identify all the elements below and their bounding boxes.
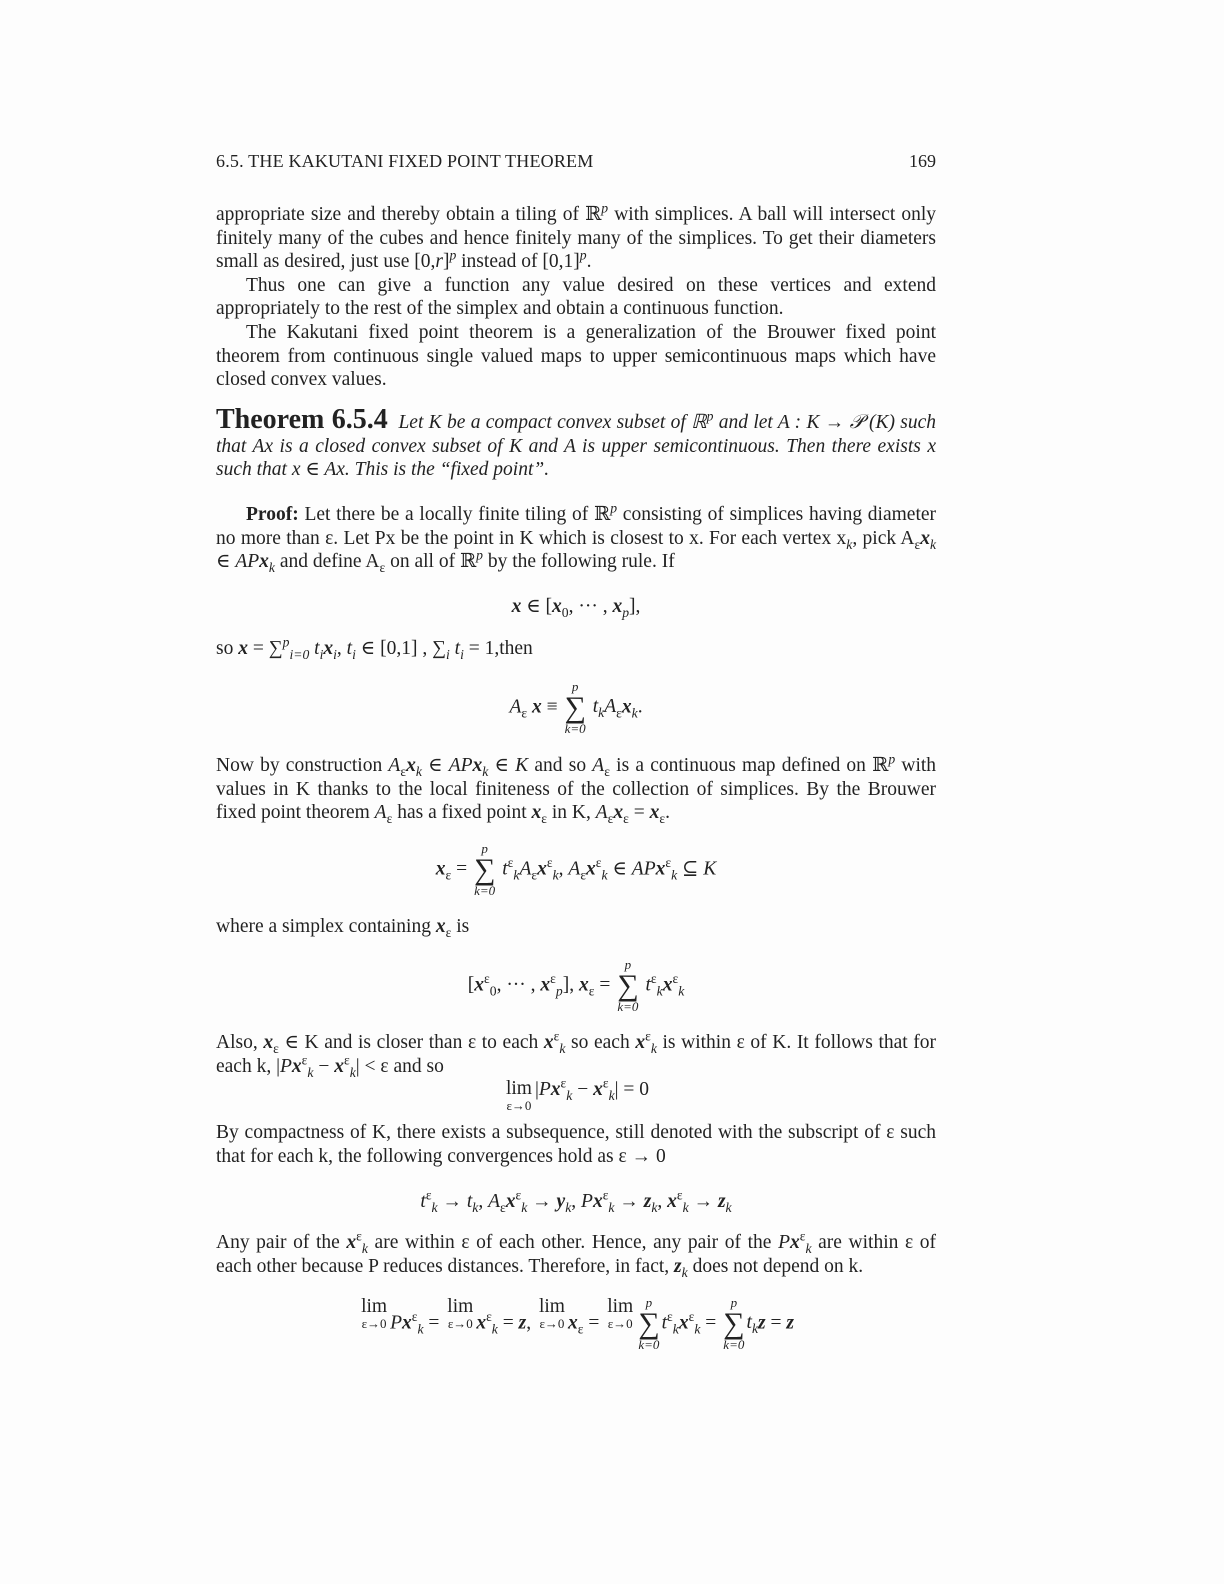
paragraph-compactness: By compactness of K, there exists a subsequence, still denoted with the subscript of ε such that for each k, the following convergences hold as ε → 0 bbox=[216, 1122, 936, 1167]
equation-simplex: x ∈ [$x_0$, ··· , $x_p$], bbox=[511, 596, 641, 620]
proof: Proof: Let there be a locally finite tiling of ℝ$^p$ consisting of simplices having diameter no more than ε. Let Px be the point in K which is closest to x. For each vertex $x_k$, pick $A_\varepsilon x_k$ ∈ APx$_k$ and define $A_\varepsilon$ on all of ℝ$^p$ by the following rule. If bbox=[216, 500, 937, 576]
page-number: 169 bbox=[909, 151, 936, 171]
equation-convergences: $t^\varepsilon_k \to t_k$, $A_\varepsilon x^\varepsilon_k \to y_k$, $Px^\varepsilon_k \to z_k$, $x^\varepsilon_k \to z_k$ bbox=[420, 1187, 732, 1215]
equation-A-eps: $A_\varepsilon$ x ≡ p ∑ k=0 $t_kA_\varepsilon x_k$. bbox=[509, 679, 643, 736]
paragraph: appropriate size and thereby obtain a tiling of ℝ$^p$ with simplices. A ball will intersect only finitely many of the cubes and hence finitely many of the simplices. To get their diameters small as desired, just use $[0,r]^p$ instead of $[0,1]^p$. bbox=[216, 200, 937, 273]
intro-text bbox=[216, 200, 937, 392]
equation-simplex-eps: [$x^\varepsilon_0$, ··· , $x^\varepsilon_p$], $x_\varepsilon$ = p ∑ k=0 $t^\varepsilon_kx^\varepsilon_k$ bbox=[467, 957, 685, 1014]
so-line: so x = ∑$^p_{i=0}$ $t_ix_i$, $t_i$ ∈ [0,1] , $\sum_i$ $t_i$ = 1,then bbox=[216, 634, 533, 662]
running-header bbox=[216, 150, 936, 174]
paragraph-construction: Now by construction $A_\varepsilon x_k$ ∈ APx$_k$ ∈ K and so $A_\varepsilon$ is a continuous map defined on ℝ$^p$ with values in K thanks to the local finiteness of the collection of simplices. By the Brouwer fixed point theorem $A_\varepsilon$ has a fixed point $x_\varepsilon$ in K, $A_\varepsilon x_\varepsilon = x_\varepsilon$. bbox=[216, 751, 937, 827]
where-line: where a simplex containing $x_\varepsilon$ is bbox=[216, 916, 470, 940]
paragraph: Thus one can give a function any value desired on these vertices and extend appropriately to the rest of the simplex and obtain a continuous function. bbox=[216, 274, 936, 320]
section-title: 6.5. THE KAKUTANI FIXED POINT THEOREM bbox=[216, 151, 594, 171]
paragraph: The Kakutani fixed point theorem is a generalization of the Brouwer fixed point theorem from continuous single valued maps to upper semicontinuous maps which have closed convex values. bbox=[216, 321, 936, 391]
paragraph-also: Also, $x_\varepsilon$ ∈ K and is closer than ε to each $x^\varepsilon_k$ so each $x^\varepsilon_k$ is within ε of K. It follows that for each k, $|Px^\varepsilon_k - x^\varepsilon_k| < \varepsilon$ and so bbox=[216, 1028, 937, 1080]
equation-final: lim ε→0 $Px^\varepsilon_k$ = lim ε→0 $x^\varepsilon_k = z$, lim ε→0 $x_\varepsilon$ = lim ε→0 p ∑ k=0 $t^\varepsilon_kx^\varepsilon_k$ = p ∑ k=0 $t_kz = z$ bbox=[361, 1295, 794, 1352]
paragraph-any-pair: Any pair of the $x^\varepsilon_k$ are within ε of each other. Hence, any pair of the $Px^\varepsilon_k$ are within ε of each other because P reduces distances. Therefore, in fact, $z_k$ does not depend on k. bbox=[216, 1228, 937, 1280]
equation-fixed-point: $x_\varepsilon$ = p ∑ k=0 $t^\varepsilon_kA_\varepsilon x^\varepsilon_k$, $A_\varepsilon x^\varepsilon_k$ ∈ APx$^\varepsilon_k$ ⊆ K bbox=[435, 841, 717, 898]
proof-label: Proof: bbox=[246, 504, 299, 525]
theorem-title: Theorem 6.5.4 bbox=[216, 404, 388, 435]
equation-limit: lim ε→0 $|Px^\varepsilon_k - x^\varepsilon_k| = 0$ bbox=[505, 1075, 650, 1113]
theorem: Theorem 6.5.4 Let K be a compact convex subset of ℝ$^p$ and let A : K → 𝒫 (K) such that Ax is a closed convex subset of K and A is upper semicontinuous. Then there exists x such that x ∈ Ax. This is the “fixed point”. bbox=[216, 404, 937, 481]
